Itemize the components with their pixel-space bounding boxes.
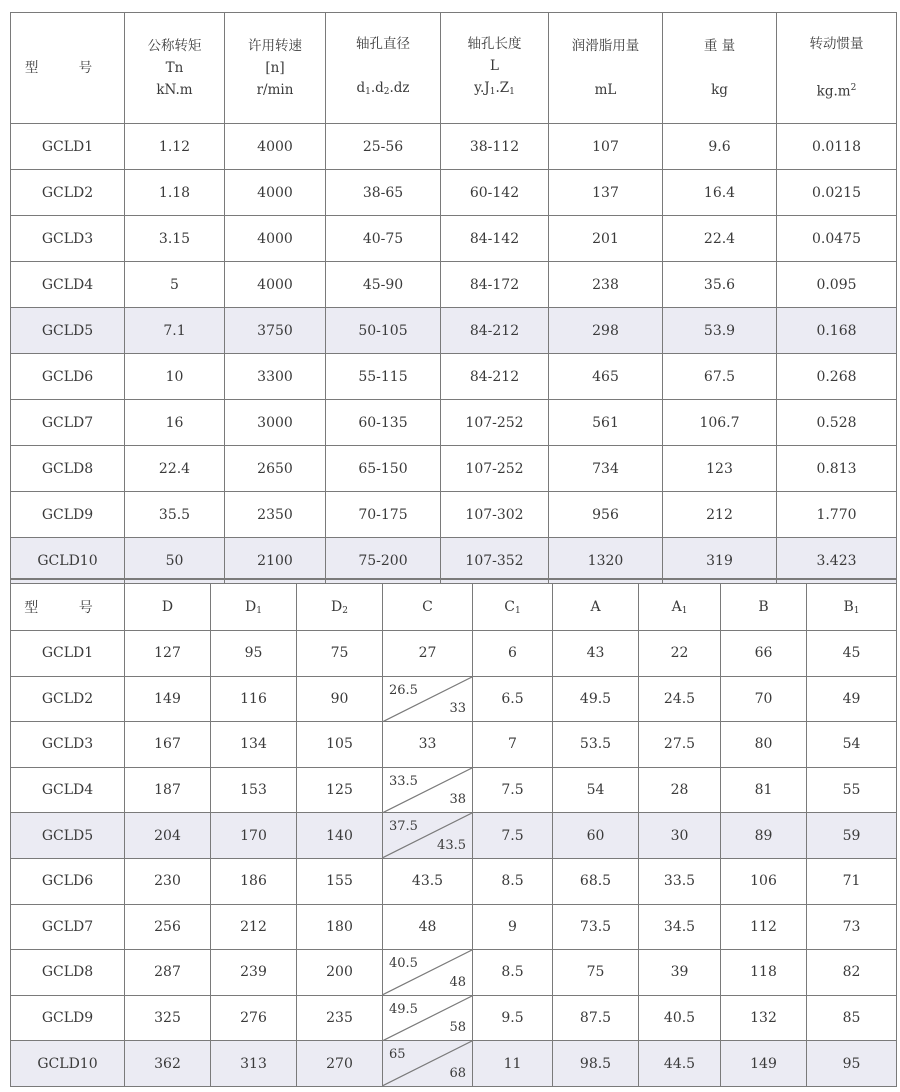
split-value-cell	[383, 676, 473, 722]
split-top-value: 40.5	[389, 956, 418, 972]
value-cell: 3300	[225, 354, 326, 400]
value-cell: 70-175	[326, 492, 441, 538]
spec-header-line: mL	[594, 82, 617, 98]
spec-header-line: 许用转速	[248, 38, 302, 54]
value-cell: 27.5	[639, 722, 721, 768]
table-row	[11, 538, 897, 584]
split-value-cell	[383, 767, 473, 813]
value-cell: 256	[125, 904, 211, 950]
value-cell: 9.5	[473, 995, 553, 1041]
value-cell: 67.5	[663, 354, 777, 400]
spec-header-line	[663, 57, 776, 79]
value-cell: 180	[297, 904, 383, 950]
value-cell: 4000	[225, 124, 326, 170]
spec-header-line: 转动惯量	[809, 36, 864, 53]
value-cell: 187	[125, 767, 211, 813]
value-cell: 9	[473, 904, 553, 950]
model-cell: GCLD2	[11, 676, 125, 722]
value-cell: 134	[211, 722, 297, 768]
split-top-value: 49.5	[389, 1001, 418, 1017]
model-cell: GCLD6	[11, 354, 125, 400]
value-cell: 39	[639, 950, 721, 996]
value-cell: 66	[721, 631, 807, 677]
split-bottom-value: 58	[449, 1020, 466, 1036]
table-row	[11, 124, 897, 170]
spec-header-line: $kg.m^2$	[816, 83, 857, 100]
value-cell: 80	[721, 722, 807, 768]
value-cell: 123	[663, 446, 777, 492]
spec-header-line: r/min	[256, 82, 294, 98]
spec-header-line: 润滑脂用量	[571, 38, 640, 54]
value-cell: 3750	[225, 308, 326, 354]
table-row	[11, 813, 897, 859]
model-cell: GCLD10	[11, 538, 125, 584]
dimension-header-8: B	[721, 584, 807, 631]
value-cell: 5	[125, 262, 225, 308]
dimension-header-7: $A_1$	[639, 584, 721, 631]
value-cell: 34.5	[639, 904, 721, 950]
value-cell: 95	[807, 1041, 897, 1087]
split-value-cell	[383, 995, 473, 1041]
value-cell: 107	[549, 124, 663, 170]
value-cell: 9.6	[663, 124, 777, 170]
value-cell: 4000	[225, 216, 326, 262]
value-cell: 38-112	[441, 124, 549, 170]
value-cell: 298	[549, 308, 663, 354]
value-cell: 22.4	[663, 216, 777, 262]
dimension-header-3: $D_2$	[297, 584, 383, 631]
value-cell: 6.5	[473, 676, 553, 722]
value-cell: 22	[639, 631, 721, 677]
value-cell: 239	[211, 950, 297, 996]
value-cell: 40.5	[639, 995, 721, 1041]
dimension-header-5: $C_1$	[473, 584, 553, 631]
value-cell: 43.5	[383, 858, 473, 904]
spec-header-line: 型 号	[24, 60, 111, 76]
spec-header-line: 重 量	[703, 38, 736, 54]
value-cell: 60	[553, 813, 639, 859]
value-cell: 3000	[225, 400, 326, 446]
spec-header-line: 轴孔直径	[356, 36, 410, 52]
value-cell: 734	[549, 446, 663, 492]
value-cell: 73	[807, 904, 897, 950]
spec-header-5	[549, 13, 663, 124]
value-cell: 116	[211, 676, 297, 722]
model-cell: GCLD5	[11, 308, 125, 354]
value-cell: 0.0215	[777, 170, 897, 216]
value-cell: 44.5	[639, 1041, 721, 1087]
value-cell: 45	[807, 631, 897, 677]
value-cell: 112	[721, 904, 807, 950]
table-row	[11, 631, 897, 677]
value-cell: 0.528	[777, 400, 897, 446]
table-row	[11, 904, 897, 950]
value-cell: 28	[639, 767, 721, 813]
split-value-cell	[383, 1041, 473, 1087]
value-cell: 186	[211, 858, 297, 904]
model-cell: GCLD7	[11, 904, 125, 950]
spec-header-4	[441, 13, 549, 124]
model-cell: GCLD10	[11, 1041, 125, 1087]
value-cell: 75	[553, 950, 639, 996]
value-cell: 75-200	[326, 538, 441, 584]
table-row	[11, 1041, 897, 1087]
value-cell: 90	[297, 676, 383, 722]
value-cell: 238	[549, 262, 663, 308]
value-cell: 84-172	[441, 262, 549, 308]
value-cell: 1.12	[125, 124, 225, 170]
dimension-header-1: D	[125, 584, 211, 631]
value-cell: 212	[663, 492, 777, 538]
value-cell: 313	[211, 1041, 297, 1087]
value-cell: 7.5	[473, 767, 553, 813]
table-row	[11, 216, 897, 262]
value-cell: 8.5	[473, 858, 553, 904]
model-cell: GCLD2	[11, 170, 125, 216]
value-cell: 270	[297, 1041, 383, 1087]
value-cell: 65-150	[326, 446, 441, 492]
value-cell: 137	[549, 170, 663, 216]
spec-header-line: kN.m	[156, 82, 193, 98]
value-cell: 75	[297, 631, 383, 677]
spec-header-2	[225, 13, 326, 124]
split-bottom-value: 48	[449, 974, 466, 990]
value-cell: 0.268	[777, 354, 897, 400]
value-cell: 106	[721, 858, 807, 904]
value-cell: 200	[297, 950, 383, 996]
value-cell: 35.5	[125, 492, 225, 538]
value-cell: 149	[125, 676, 211, 722]
table-row	[11, 308, 897, 354]
value-cell: 4000	[225, 170, 326, 216]
value-cell: 73.5	[553, 904, 639, 950]
value-cell: 38-65	[326, 170, 441, 216]
value-cell: 3.423	[777, 538, 897, 584]
table-row	[11, 400, 897, 446]
value-cell: 54	[807, 722, 897, 768]
value-cell: 8.5	[473, 950, 553, 996]
value-cell: 7.1	[125, 308, 225, 354]
spec-header-line	[777, 55, 896, 77]
value-cell: 3.15	[125, 216, 225, 262]
value-cell: 230	[125, 858, 211, 904]
split-top-value: 37.5	[389, 819, 418, 835]
spec-header-line: 轴孔长度	[467, 36, 522, 52]
value-cell: 155	[297, 858, 383, 904]
value-cell: 7.5	[473, 813, 553, 859]
value-cell: 140	[297, 813, 383, 859]
value-cell: 0.095	[777, 262, 897, 308]
value-cell: 235	[297, 995, 383, 1041]
value-cell: 105	[297, 722, 383, 768]
dimension-header-0: 型 号	[11, 584, 125, 631]
value-cell: 55	[807, 767, 897, 813]
value-cell: 561	[549, 400, 663, 446]
split-bottom-value: 33	[449, 701, 466, 717]
value-cell: 125	[297, 767, 383, 813]
value-cell: 167	[125, 722, 211, 768]
value-cell: 7	[473, 722, 553, 768]
value-cell: 60-142	[441, 170, 549, 216]
value-cell: 149	[721, 1041, 807, 1087]
value-cell: 2100	[225, 538, 326, 584]
table-row	[11, 170, 897, 216]
spec-header-line	[326, 55, 440, 77]
value-cell: 0.813	[777, 446, 897, 492]
split-top-value: 65	[389, 1047, 406, 1063]
dimension-header-9: $B_1$	[807, 584, 897, 631]
value-cell: 25-56	[326, 124, 441, 170]
table-row	[11, 950, 897, 996]
value-cell: 362	[125, 1041, 211, 1087]
table-row	[11, 995, 897, 1041]
value-cell: 33.5	[639, 858, 721, 904]
value-cell: 0.168	[777, 308, 897, 354]
value-cell: 22.4	[125, 446, 225, 492]
value-cell: 107-252	[441, 446, 549, 492]
dimension-header-2: $D_1$	[211, 584, 297, 631]
value-cell: 27	[383, 631, 473, 677]
value-cell: 16	[125, 400, 225, 446]
dimension-header-6: A	[553, 584, 639, 631]
split-value-cell	[383, 813, 473, 859]
value-cell: 107-302	[441, 492, 549, 538]
model-cell: GCLD1	[11, 631, 125, 677]
value-cell: 84-212	[441, 354, 549, 400]
model-cell: GCLD3	[11, 722, 125, 768]
value-cell: 68.5	[553, 858, 639, 904]
value-cell: 6	[473, 631, 553, 677]
value-cell: 50-105	[326, 308, 441, 354]
value-cell: 70	[721, 676, 807, 722]
value-cell: 30	[639, 813, 721, 859]
value-cell: 16.4	[663, 170, 777, 216]
value-cell: 84-212	[441, 308, 549, 354]
split-value-cell	[383, 950, 473, 996]
model-cell: GCLD9	[11, 492, 125, 538]
value-cell: 287	[125, 950, 211, 996]
split-top-value: 26.5	[389, 682, 418, 698]
value-cell: 2350	[225, 492, 326, 538]
model-cell: GCLD8	[11, 950, 125, 996]
value-cell: 132	[721, 995, 807, 1041]
value-cell: 118	[721, 950, 807, 996]
value-cell: 107-352	[441, 538, 549, 584]
spec-header-line: Tn	[165, 60, 184, 76]
model-cell: GCLD5	[11, 813, 125, 859]
value-cell: 53.9	[663, 308, 777, 354]
value-cell: 84-142	[441, 216, 549, 262]
table-row	[11, 492, 897, 538]
table-row	[11, 354, 897, 400]
split-bottom-value: 68	[449, 1065, 466, 1081]
value-cell: 48	[383, 904, 473, 950]
dimension-table	[10, 583, 897, 1087]
table-row	[11, 722, 897, 768]
value-cell: 0.0475	[777, 216, 897, 262]
spec-table-header-row	[11, 13, 897, 124]
value-cell: 87.5	[553, 995, 639, 1041]
value-cell: 212	[211, 904, 297, 950]
spec-header-3	[326, 13, 441, 124]
spec-header-1	[125, 13, 225, 124]
model-cell: GCLD3	[11, 216, 125, 262]
spec-header-6	[663, 13, 777, 124]
value-cell: 127	[125, 631, 211, 677]
model-cell: GCLD1	[11, 124, 125, 170]
value-cell: 11	[473, 1041, 553, 1087]
model-cell: GCLD9	[11, 995, 125, 1041]
dimension-table-header-row	[11, 584, 897, 631]
value-cell: 170	[211, 813, 297, 859]
value-cell: 45-90	[326, 262, 441, 308]
value-cell: 95	[211, 631, 297, 677]
value-cell: 4000	[225, 262, 326, 308]
model-cell: GCLD7	[11, 400, 125, 446]
value-cell: 0.0118	[777, 124, 897, 170]
value-cell: 107-252	[441, 400, 549, 446]
model-cell: GCLD4	[11, 767, 125, 813]
model-cell: GCLD4	[11, 262, 125, 308]
value-cell: 81	[721, 767, 807, 813]
table-row	[11, 676, 897, 722]
value-cell: 43	[553, 631, 639, 677]
value-cell: 33	[383, 722, 473, 768]
value-cell: 85	[807, 995, 897, 1041]
value-cell: 465	[549, 354, 663, 400]
value-cell: 89	[721, 813, 807, 859]
spec-header-line: L	[490, 58, 499, 74]
value-cell: 201	[549, 216, 663, 262]
split-top-value: 33.5	[389, 773, 418, 789]
value-cell: 2650	[225, 446, 326, 492]
value-cell: 59	[807, 813, 897, 859]
spec-header-line: [n]	[265, 60, 285, 76]
value-cell: 98.5	[553, 1041, 639, 1087]
value-cell: 204	[125, 813, 211, 859]
value-cell: 60-135	[326, 400, 441, 446]
value-cell: 153	[211, 767, 297, 813]
table-row	[11, 767, 897, 813]
model-cell: GCLD6	[11, 858, 125, 904]
spec-header-line: $y.J_1.Z_1$	[474, 80, 515, 97]
model-cell: GCLD8	[11, 446, 125, 492]
dimension-header-4: C	[383, 584, 473, 631]
value-cell: 53.5	[553, 722, 639, 768]
value-cell: 71	[807, 858, 897, 904]
value-cell: 55-115	[326, 354, 441, 400]
spec-header-line	[549, 57, 662, 79]
table-row	[11, 858, 897, 904]
value-cell: 325	[125, 995, 211, 1041]
value-cell: 1.770	[777, 492, 897, 538]
value-cell: 1.18	[125, 170, 225, 216]
value-cell: 40-75	[326, 216, 441, 262]
spec-header-line: kg	[711, 82, 728, 98]
value-cell: 82	[807, 950, 897, 996]
spec-header-line: 公称转矩	[147, 38, 202, 54]
table-row	[11, 446, 897, 492]
value-cell: 49	[807, 676, 897, 722]
value-cell: 54	[553, 767, 639, 813]
value-cell: 35.6	[663, 262, 777, 308]
value-cell: 10	[125, 354, 225, 400]
value-cell: 24.5	[639, 676, 721, 722]
value-cell: 106.7	[663, 400, 777, 446]
value-cell: 49.5	[553, 676, 639, 722]
spec-header-line: $d_1.d_2.dz$	[356, 80, 410, 97]
split-bottom-value: 43.5	[437, 837, 466, 853]
value-cell: 1320	[549, 538, 663, 584]
value-cell: 956	[549, 492, 663, 538]
coupling-spec-table	[10, 12, 897, 584]
split-bottom-value: 38	[449, 792, 466, 808]
spec-header-0	[11, 13, 125, 124]
value-cell: 276	[211, 995, 297, 1041]
table-row	[11, 262, 897, 308]
spec-header-7	[777, 13, 897, 124]
value-cell: 319	[663, 538, 777, 584]
value-cell: 50	[125, 538, 225, 584]
